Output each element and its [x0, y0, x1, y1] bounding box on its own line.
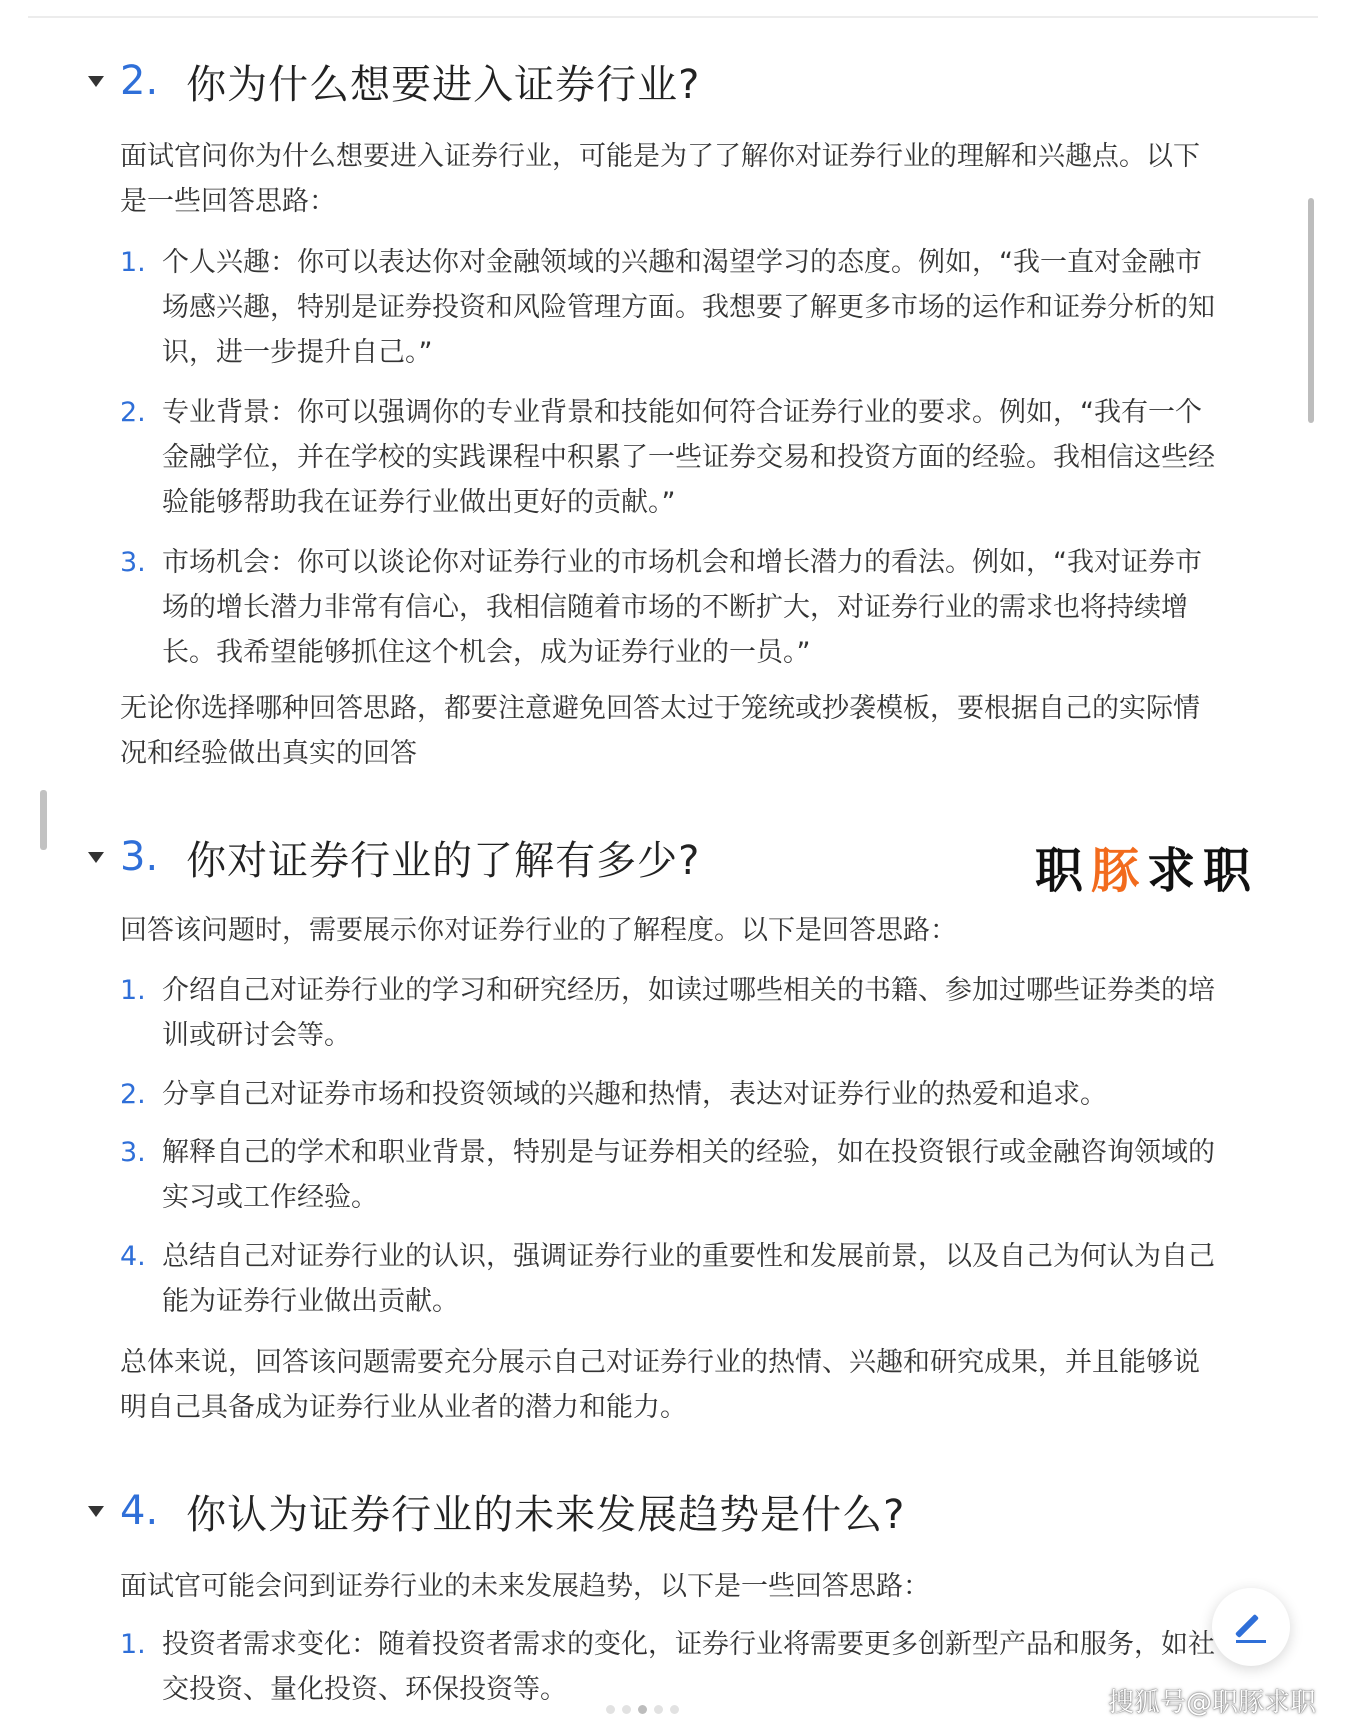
section-title: 你认为证券行业的未来发展趋势是什么? — [186, 1491, 906, 1538]
list-text: 介绍自己对证券行业的学习和研究经历，如读过哪些相关的书籍、参加过哪些证券类的培训或研讨会等。 — [162, 975, 1215, 1051]
page-dot[interactable] — [670, 1705, 679, 1714]
list-item — [120, 1130, 1220, 1220]
list-item — [120, 240, 1220, 375]
list-text: 总结自己对证券行业的认识，强调证券行业的重要性和发展前景，以及自己为何认为自己能为证券行业做出贡献。 — [162, 1241, 1215, 1317]
section-intro: 面试官可能会问到证券行业的未来发展趋势，以下是一些回答思路： — [120, 1571, 930, 1602]
section-conclusion: 总体来说，回答该问题需要充分展示自己对证券行业的热情、兴趣和研究成果，并且能够说明自己具备成为证券行业从业者的潜力和能力。 — [120, 1347, 1200, 1423]
list-item — [120, 968, 1220, 1058]
section-number: 2. — [120, 58, 159, 104]
list-number: 4. — [120, 1241, 146, 1272]
list-text: 分享自己对证券市场和投资领域的兴趣和热情，表达对证券行业的热爱和追求。 — [162, 1079, 1107, 1110]
page-dot[interactable] — [654, 1705, 663, 1714]
logo-char: 职 — [1035, 843, 1092, 899]
list-number: 1. — [120, 1629, 146, 1660]
page-dot-active[interactable] — [638, 1705, 647, 1714]
section-title: 你为什么想要进入证券行业? — [186, 61, 701, 108]
list-number: 3. — [120, 547, 146, 578]
scrollbar-thumb[interactable] — [1308, 198, 1314, 423]
section-heading[interactable] — [88, 822, 700, 892]
list-number: 1. — [120, 975, 146, 1006]
section-number: 4. — [120, 1488, 159, 1534]
list-number: 2. — [120, 397, 146, 428]
page-dot[interactable] — [622, 1705, 631, 1714]
section-intro: 面试官问你为什么想要进入证券行业，可能是为了了解你对证券行业的理解和兴趣点。以下是一些回答思路： — [120, 141, 1200, 217]
list-text: 专业背景：你可以强调你的专业背景和技能如何符合证券行业的要求。例如，“我有一个金融学位，并在学校的实践课程中积累了一些证券交易和投资方面的经验。我相信这些经验能够帮助我在证券行业做出更好的贡献。” — [162, 397, 1215, 518]
pencil-icon — [1234, 1610, 1268, 1644]
watermark: 搜狐号@职豚求职 — [1108, 1688, 1317, 1718]
logo-accent-char: 豚 — [1091, 843, 1148, 899]
list-item — [120, 1234, 1220, 1324]
side-scroll-handle[interactable] — [40, 790, 47, 850]
list-item — [120, 390, 1220, 525]
page-dot[interactable] — [606, 1705, 615, 1714]
edit-button[interactable] — [1212, 1588, 1290, 1666]
list-item — [120, 540, 1220, 675]
section-number: 3. — [120, 834, 159, 880]
list-number: 2. — [120, 1079, 146, 1110]
list-text: 市场机会：你可以谈论你对证券行业的市场机会和增长潜力的看法。例如，“我对证券市场的增长潜力非常有信心，我相信随着市场的不断扩大，对证券行业的需求也将持续增长。我希望能够抓住这个机会，成为证券行业的一员。” — [162, 547, 1202, 668]
caret-down-icon[interactable] — [88, 76, 104, 87]
list-number: 3. — [120, 1137, 146, 1168]
list-item — [120, 1622, 1220, 1712]
list-number: 1. — [120, 247, 146, 278]
top-divider — [28, 16, 1318, 18]
list-item — [120, 1072, 1220, 1117]
caret-down-icon[interactable] — [88, 1506, 104, 1517]
logo-char: 求职 — [1147, 843, 1260, 899]
section-heading[interactable] — [88, 46, 700, 116]
page-indicator — [606, 1705, 679, 1714]
section-conclusion: 无论你选择哪种回答思路，都要注意避免回答太过于笼统或抄袭模板，要根据自己的实际情况和经验做出真实的回答 — [120, 693, 1200, 769]
list-text: 投资者需求变化：随着投资者需求的变化，证券行业将需要更多创新型产品和服务，如社交投资、量化投资、环保投资等。 — [162, 1629, 1215, 1705]
section-intro: 回答该问题时，需要展示你对证券行业的了解程度。以下是回答思路： — [120, 915, 957, 946]
list-text: 个人兴趣：你可以表达你对金融领域的兴趣和渴望学习的态度。例如，“我一直对金融市场感兴趣，特别是证券投资和风险管理方面。我想要了解更多市场的运作和证券分析的知识，进一步提升自己。” — [162, 247, 1215, 368]
list-text: 解释自己的学术和职业背景，特别是与证券相关的经验，如在投资银行或金融咨询领域的实习或工作经验。 — [162, 1137, 1215, 1213]
section-heading[interactable] — [88, 1476, 905, 1546]
brand-logo — [1035, 832, 1259, 901]
section-title: 你对证券行业的了解有多少? — [186, 837, 701, 884]
caret-down-icon[interactable] — [88, 852, 104, 863]
